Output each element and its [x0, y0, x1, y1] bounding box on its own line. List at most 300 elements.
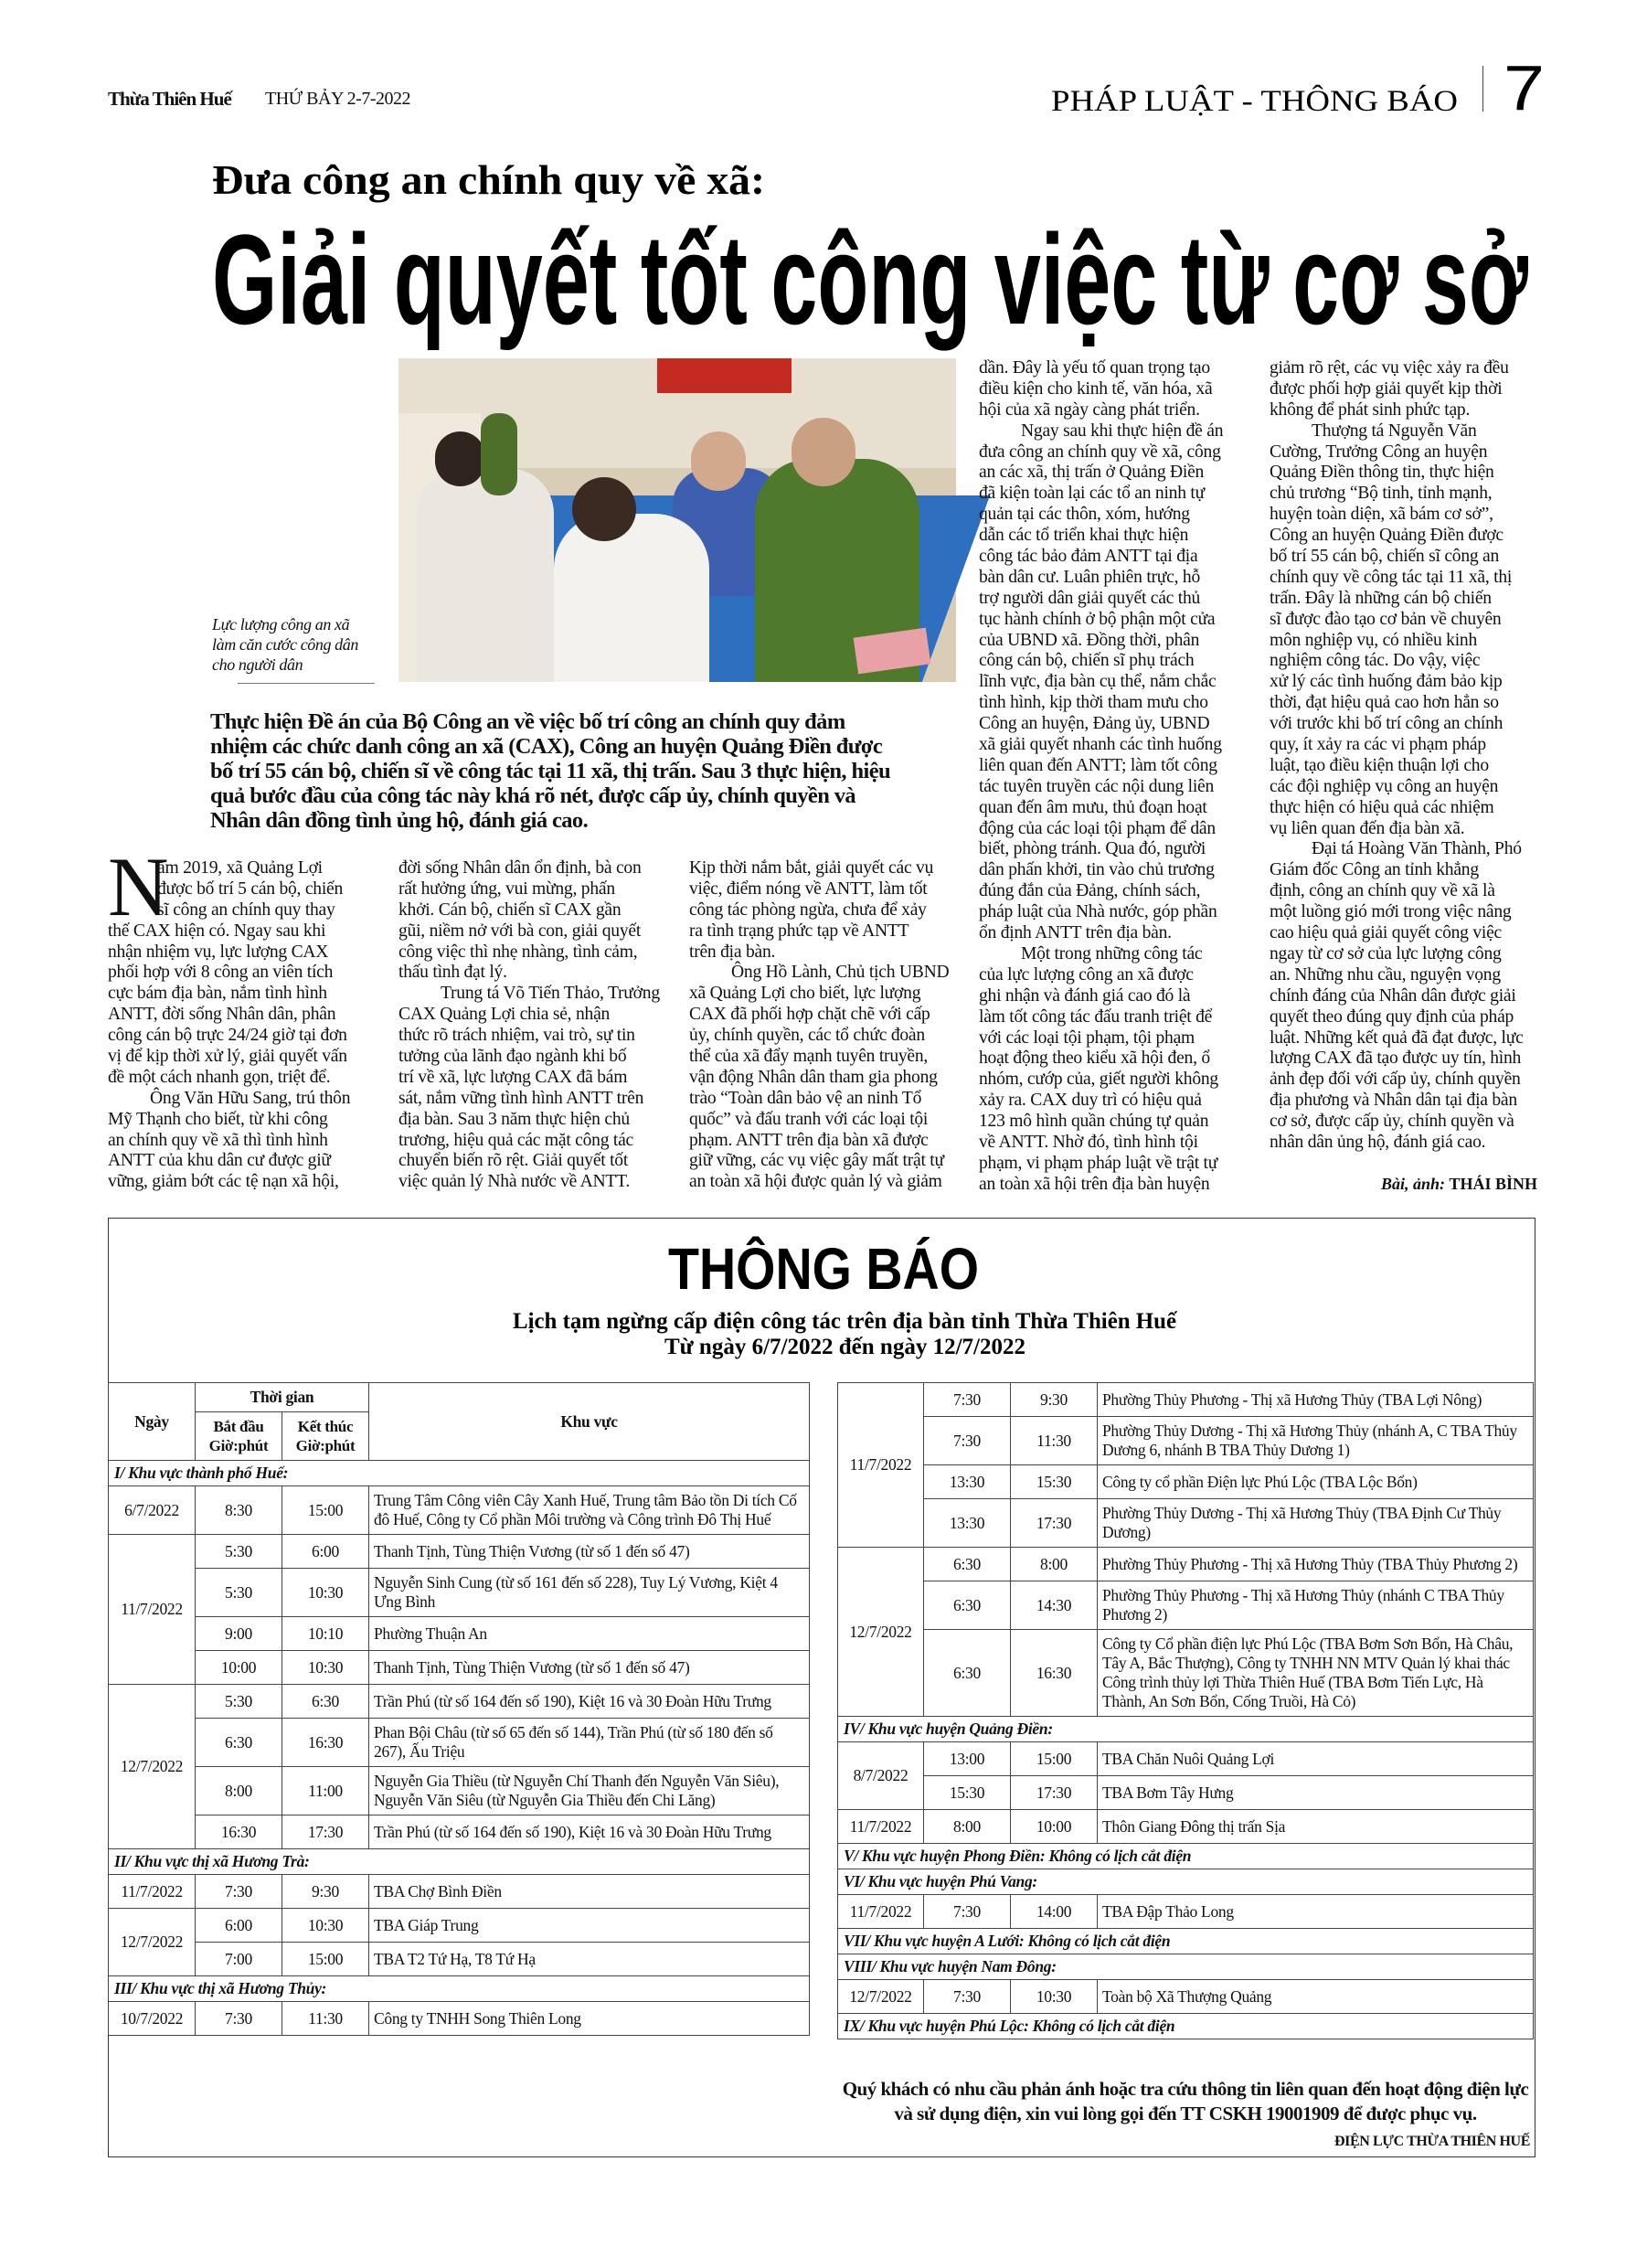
table-row: [838, 1630, 1534, 1717]
article-line: Thượng tá Nguyễn Văn: [1312, 421, 1477, 441]
article-line: quản tại các thôn, xóm, hướng: [979, 505, 1190, 525]
article-line: lượng CAX đã tạo được uy tín, hình: [1270, 1049, 1522, 1069]
article-line: điều kiện cho kinh tế, văn hóa, xã: [979, 378, 1213, 399]
start-time-cell: 5:30: [196, 1535, 282, 1569]
start-time-cell: 5:30: [196, 1569, 282, 1617]
article-line: ăm 2019, xã Quảng Lợi: [157, 858, 323, 878]
area-cell: Phường Thủy Phương - Thị xã Hương Thủy (TBA Lợi Nông): [1098, 1383, 1534, 1417]
article-line: thức rõ trách nhiệm, vai trò, sự tin: [398, 1026, 635, 1046]
article-line: chủ trương “Bộ tinh, tỉnh mạnh,: [1270, 484, 1493, 504]
region-row: [109, 1461, 810, 1486]
outage-table-left: [108, 1382, 810, 2036]
caption-line: Lực lượng công an xã: [212, 615, 350, 634]
table-row: [109, 1943, 810, 1976]
caption-divider: [238, 683, 375, 684]
article-kicker: [212, 155, 779, 206]
table-row: [838, 1810, 1534, 1844]
article-line: Công an huyện, Đảng ủy, UBND: [979, 714, 1210, 734]
article-line: ủy, chính quyền, các tổ chức đoàn: [689, 1026, 925, 1046]
start-time-cell: 6:30: [924, 1630, 1011, 1717]
start-time-cell: 7:30: [924, 1417, 1011, 1465]
table-row: [109, 1535, 810, 1569]
publication-name: Thừa Thiên Huế: [108, 88, 231, 110]
article-line: quốc” và đấu tranh với các loại tội: [689, 1109, 929, 1129]
region-row: [838, 1844, 1534, 1869]
article-line: sĩ được đào tạo cơ bản về chuyên: [1270, 609, 1502, 629]
start-time-cell: 7:30: [924, 1383, 1011, 1417]
article-line: Công an huyện Quảng Điền được: [1270, 526, 1504, 546]
article-line: Kịp thời nắm bắt, giải quyết các vụ: [689, 858, 934, 878]
table-row: [838, 1742, 1534, 1776]
area-cell: Công ty TNHH Song Thiên Long: [369, 2002, 810, 2036]
article-line: trấn. Đây là những cán bộ chiến: [1270, 588, 1492, 608]
article-line: chính đáng của Nhân dân được giải: [1270, 985, 1516, 1006]
start-time-cell: 6:00: [196, 1909, 282, 1943]
article-line: một luồng gió mới trong việc nâng: [1270, 902, 1512, 922]
article-line: xã Quảng Lợi cho biết, lực lượng: [689, 984, 921, 1004]
article-line: vận động Nhân dân tham gia phong: [689, 1067, 938, 1087]
end-time-cell: 17:30: [282, 1815, 369, 1849]
end-time-cell: 10:30: [282, 1651, 369, 1685]
article-line: trương, hiệu quả các mặt công tác: [398, 1130, 634, 1150]
article-line: ổn định ANTT trên địa bàn.: [979, 923, 1172, 943]
article-line: với các loại tội phạm, tội phạm: [979, 1028, 1195, 1048]
area-cell: TBA Bơm Tây Hưng: [1098, 1776, 1534, 1810]
region-row: [838, 1929, 1534, 1954]
end-time-cell: 10:30: [282, 1569, 369, 1617]
svg-text:THÔNG BÁO: THÔNG BÁO: [668, 1236, 1026, 1302]
article-line: ra tình trạng phức tạp về ANTT: [689, 921, 909, 941]
article-line: Ngay sau khi thực hiện đề án: [1021, 421, 1224, 441]
col-header-end: Kết thúc Giờ:phút: [282, 1412, 369, 1461]
end-time-cell: 9:30: [282, 1875, 369, 1909]
article-line: về ANTT. Nhờ đó, tình hình tội: [979, 1132, 1198, 1152]
table-row: [109, 1875, 810, 1909]
article-line: bàn dân cư. Luân phiên trực, hỗ: [979, 567, 1201, 587]
article-line: 123 mô hình quần chúng tự quản: [979, 1112, 1209, 1132]
lead-line: bố trí 55 cán bộ, chiến sĩ về công tác tại 11 xã, thị trấn. Sau 3 thực hiện, hiệu: [210, 759, 891, 783]
table-row: [109, 1909, 810, 1943]
area-cell: Phan Bội Châu (từ số 65 đến số 144), Trần Phú (từ số 180 đến số 267), Ấu Triệu: [369, 1719, 810, 1767]
article-line: huyện toàn diện, xã bám cơ sở”,: [1270, 505, 1493, 525]
article-line: xử lý các tình huống đảm bảo kịp: [1270, 672, 1503, 692]
start-time-cell: 13:00: [924, 1742, 1011, 1776]
date-cell: 8/7/2022: [838, 1742, 924, 1810]
col-header-area: Khu vực: [369, 1383, 810, 1461]
start-time-cell: 6:30: [924, 1581, 1011, 1630]
region-row: [838, 2014, 1534, 2039]
date-cell: 11/7/2022: [838, 1810, 924, 1844]
area-cell: Công ty cổ phần Điện lực Phú Lộc (TBA Lộc Bổn): [1098, 1465, 1534, 1499]
end-time-cell: 8:00: [1011, 1548, 1098, 1581]
table-row: [838, 1499, 1534, 1548]
article-line: trí về xã, lực lượng CAX đã bám: [398, 1067, 628, 1087]
section-label: [1051, 80, 1462, 117]
area-cell: Nguyễn Gia Thiều (từ Nguyễn Chí Thanh đến Nguyễn Văn Siêu), Nguyễn Văn Siêu (từ Nguyễn Gia Thiều đến Chi Lăng): [369, 1767, 810, 1815]
article-line: với trước khi bố trí công an chính: [1270, 714, 1504, 734]
table-row: [838, 1980, 1534, 2014]
article-line: nhóm, cướp của, giết người không: [979, 1070, 1218, 1090]
article-line: nhận nhiệm vụ, lực lượng CAX: [108, 942, 329, 962]
date-cell: 11/7/2022: [838, 1895, 924, 1929]
table-row: [109, 1569, 810, 1617]
article-line: liên quan đến ANTT; làm tốt công: [979, 755, 1217, 775]
region-title: VII/ Khu vực huyện A Lưới: Không có lịch cắt điện: [838, 1929, 1534, 1954]
table-row: [109, 1685, 810, 1719]
article-column-2: [398, 858, 673, 1193]
end-time-cell: 15:00: [282, 1486, 369, 1535]
article-line: công cán bộ, chiến sĩ phụ trách: [979, 651, 1195, 671]
issue-date: THỨ BẢY 2-7-2022: [265, 89, 410, 109]
header-divider: [1482, 66, 1483, 112]
region-row: [109, 1849, 810, 1875]
region-row: [838, 1954, 1534, 1980]
article-line: thời, đạt hiệu quả cao hơn hẳn so: [1270, 693, 1499, 713]
date-cell: 11/7/2022: [109, 1875, 196, 1909]
article-line: cơ sở, được cấp ủy, chính quyền và: [1270, 1112, 1514, 1132]
start-time-cell: 7:30: [924, 1980, 1011, 2014]
article-line: thế CAX hiện có. Ngay sau khi: [108, 921, 326, 941]
article-line: Ông Văn Hữu Sang, trú thôn: [150, 1088, 351, 1108]
table-row: [838, 1776, 1534, 1810]
end-time-cell: 6:00: [282, 1535, 369, 1569]
drop-cap: N: [108, 840, 169, 933]
table-row: [838, 1465, 1534, 1499]
article-line: trên địa bàn.: [689, 942, 776, 962]
article-line: đưa công an chính quy về xã, công: [979, 442, 1221, 462]
area-cell: TBA Giáp Trung: [369, 1909, 810, 1943]
area-cell: Phường Thuận An: [369, 1617, 810, 1651]
article-line: phạm. ANTT trên địa bàn xã được: [689, 1130, 929, 1150]
start-time-cell: 7:30: [196, 1875, 282, 1909]
end-time-cell: 17:30: [1011, 1776, 1098, 1810]
start-time-cell: 5:30: [196, 1685, 282, 1719]
article-line: giữ vững, các vụ việc gây mất trật tự: [689, 1151, 944, 1171]
table-row: [109, 1486, 810, 1535]
article-line: công cán bộ trực 24/24 giờ tại đơn: [108, 1026, 347, 1046]
col-header-start: Bắt đầu Giờ:phút: [196, 1412, 282, 1461]
date-cell: 12/7/2022: [109, 1685, 196, 1849]
article-line: vị để kịp thời xử lý, giải quyết vấn: [108, 1047, 347, 1067]
table-row: [838, 1548, 1534, 1581]
svg-text:7: 7: [1504, 52, 1545, 123]
article-line: nghiệm công tác. Do vậy, việc: [1270, 651, 1481, 671]
lead-line: nhiệm các chức danh công an xã (CAX), Công an huyện Quảng Điền được: [210, 734, 883, 759]
region-title: VIII/ Khu vực huyện Nam Đông:: [838, 1954, 1534, 1980]
article-line: tình hình, kịp thời tham mưu cho: [979, 693, 1208, 713]
start-time-cell: 8:00: [924, 1810, 1011, 1844]
article-line: được phối hợp giải quyết kịp thời: [1270, 378, 1503, 399]
article-line: các đội nghiệp vụ công an huyện: [1270, 776, 1499, 796]
article-line: an toàn xã hội được quản lý và giảm: [689, 1172, 942, 1192]
region-title: VI/ Khu vực huyện Phú Vang:: [838, 1869, 1534, 1895]
table-row: [838, 1895, 1534, 1929]
article-line: động của các loại tội phạm để dân: [979, 818, 1216, 838]
region-title: II/ Khu vực thị xã Hương Trà:: [109, 1849, 810, 1875]
table-row: [109, 1651, 810, 1685]
region-row: [838, 1869, 1534, 1895]
lead-line: quả bước đầu của công tác này khá rõ nét, được cấp ủy, chính quyền và: [210, 783, 856, 808]
svg-text:Đưa công an chính quy về xã:: Đưa công an chính quy về xã:: [212, 156, 766, 203]
article-line: nhân dân ủng hộ, đánh giá cao.: [1270, 1132, 1486, 1152]
article-line: được bố trí 5 cán bộ, chiến: [157, 878, 344, 899]
date-cell: 10/7/2022: [109, 2002, 196, 2036]
end-time-cell: 6:30: [282, 1685, 369, 1719]
article-line: ANTT của khu dân cư được giữ: [108, 1151, 331, 1171]
article-line: chuyển biến rõ rệt. Giải quyết tốt: [398, 1151, 629, 1171]
article-column-1: [108, 840, 368, 1193]
article-line: địa bàn. Sau 3 năm thực hiện chủ: [398, 1109, 630, 1129]
article-line: trào “Toàn dân bảo vệ an ninh Tổ: [689, 1088, 922, 1108]
table-row: [838, 1417, 1534, 1465]
article-photo: [398, 358, 956, 682]
start-time-cell: 13:30: [924, 1465, 1011, 1499]
end-time-cell: 11:00: [282, 1767, 369, 1815]
article-line: rất hưởng ứng, vui mừng, phấn: [398, 878, 615, 899]
end-time-cell: 14:30: [1011, 1581, 1098, 1630]
end-time-cell: 15:00: [282, 1943, 369, 1976]
article-line: ngay từ cơ sở của lực lượng công: [1270, 943, 1502, 964]
article-line: chính quy về công tác tại 11 xã, thị: [1270, 567, 1513, 587]
caption-line: làm căn cước công dân: [212, 635, 358, 654]
end-time-cell: 17:30: [1011, 1499, 1098, 1548]
start-time-cell: 7:30: [924, 1895, 1011, 1929]
article-line: công tác phòng ngừa, chưa để xảy: [689, 900, 927, 920]
article-line: thấu tình đạt lý.: [398, 963, 507, 983]
article-line: thể của xã đẩy mạnh tuyên truyền,: [689, 1047, 929, 1067]
article-line: Cường, Trưởng Công an huyện: [1270, 442, 1488, 462]
end-time-cell: 10:30: [1011, 1980, 1098, 2014]
notice-date-range: Từ ngày 6/7/2022 đến ngày 12/7/2022: [664, 1335, 1025, 1359]
svg-text:Giải quyết tốt công việc từ cơ: Giải quyết tốt công việc từ cơ sở: [212, 208, 1529, 351]
article-line: an. Những nhu cầu, nguyện vọng: [1270, 964, 1501, 985]
date-cell: 12/7/2022: [838, 1548, 924, 1717]
article-line: giảm rõ rệt, các vụ việc xảy ra đều: [1270, 358, 1509, 378]
article-line: CAX Quảng Lợi chia sẻ, nhận: [398, 1005, 611, 1025]
area-cell: Trần Phú (từ số 164 đến số 190), Kiệt 16 và 30 Đoàn Hữu Trưng: [369, 1685, 810, 1719]
svg-text:Lịch tạm ngừng cấp điện công t: Lịch tạm ngừng cấp điện công tác trên địa bàn tỉnh Thừa Thiên Huế: [513, 1309, 1178, 1334]
article-line: của UBND xã. Đồng thời, phân: [979, 630, 1200, 650]
area-cell: Thôn Giang Đông thị trấn Sịa: [1098, 1810, 1534, 1844]
article-line: CAX đã phối hợp chặt chẽ với cấp: [689, 1005, 930, 1025]
end-time-cell: 16:30: [1011, 1630, 1098, 1717]
article-line: việc quản lý Nhà nước về ANTT.: [398, 1172, 631, 1192]
byline-label: Bài, ảnh:: [1380, 1175, 1445, 1193]
article-line: xã giải quyết nhanh các tình huống: [979, 735, 1222, 755]
end-time-cell: 15:30: [1011, 1465, 1098, 1499]
lead-line: Nhân dân đồng tình ủng hộ, đánh giá cao.: [210, 808, 589, 833]
table-row: [109, 1719, 810, 1767]
region-row: [838, 1717, 1534, 1742]
date-cell: 12/7/2022: [109, 1909, 196, 1976]
end-time-cell: 11:30: [282, 2002, 369, 2036]
article-line: an chính quy về xã thì tình hình: [108, 1130, 328, 1150]
article-line: hoạt động theo kiểu xã hội đen, ổ: [979, 1049, 1210, 1069]
article-line: phạm, vi phạm pháp luật về trật tự: [979, 1153, 1218, 1173]
start-time-cell: 15:30: [924, 1776, 1011, 1810]
article-line: đời sống Nhân dân ổn định, bà con: [398, 858, 642, 878]
article-line: Đại tá Hoàng Văn Thành, Phó: [1312, 839, 1522, 859]
area-cell: Phường Thủy Dương - Thị xã Hương Thủy (nhánh A, C TBA Thủy Dương 6, nhánh B TBA Thủy Dương 1): [1098, 1417, 1534, 1465]
page-number: [1504, 52, 1549, 123]
article-line: hội của xã ngày càng phát triển.: [979, 399, 1200, 420]
article-line: đúng đắn của Đảng, chính sách,: [979, 881, 1201, 901]
article-line: pháp luật của Nhà nước, góp phần: [979, 902, 1217, 922]
end-time-cell: 16:30: [282, 1719, 369, 1767]
outage-table-right: [837, 1382, 1534, 2039]
article-line: bố trí 55 cán bộ, chiến sĩ công an: [1270, 547, 1500, 567]
region-title: V/ Khu vực huyện Phong Điền: Không có lịch cắt điện: [838, 1844, 1534, 1869]
article-line: ảnh đẹp đối với cấp ủy, chính quyền: [1270, 1070, 1521, 1090]
article-line: sát, nắm vững tình hình ANTT trên: [398, 1088, 644, 1108]
article-line: việc, điểm nóng về ANTT, làm tốt: [689, 878, 928, 899]
article-line: lĩnh vực, địa bàn cụ thể, nắm chắc: [979, 672, 1217, 692]
start-time-cell: 13:30: [924, 1499, 1011, 1548]
article-line: ANTT, đời sống Nhân dân, phân: [108, 1005, 336, 1025]
article-line: dần. Đây là yếu tố quan trọng tạo: [979, 358, 1210, 378]
start-time-cell: 10:00: [196, 1651, 282, 1685]
article-line: quy, ít xảy ra các vi phạm pháp: [1270, 735, 1486, 755]
article-line: đề một cách nhanh gọn, triệt để.: [108, 1067, 331, 1087]
area-cell: Phường Thủy Phương - Thị xã Hương Thủy (nhánh C TBA Thủy Phương 2): [1098, 1581, 1534, 1630]
lead-line: Thực hiện Đề án của Bộ Công an về việc bố trí công an chính quy đảm: [210, 709, 845, 734]
area-cell: Trần Phú (từ số 164 đến số 190), Kiệt 16 và 30 Đoàn Hữu Trưng: [369, 1815, 810, 1849]
date-cell: 12/7/2022: [838, 1980, 924, 2014]
article-line: công tác bảo đảm ANTT tại địa: [979, 547, 1198, 567]
article-column-5: [1270, 358, 1544, 1154]
article-line: luật. Những kết quả đã đạt được, lực: [1270, 1028, 1524, 1048]
table-row: [838, 1383, 1534, 1417]
area-cell: Phường Thủy Dương - Thị xã Hương Thủy (TBA Định Cư Thủy Dương): [1098, 1499, 1534, 1548]
article-line: vụ liên quan đến địa bàn xã.: [1270, 818, 1465, 838]
article-column-4: [979, 358, 1253, 1196]
start-time-cell: 6:30: [196, 1719, 282, 1767]
notice-subtitle: [513, 1305, 1180, 1360]
end-time-cell: 14:00: [1011, 1895, 1098, 1929]
article-line: an toàn xã hội trên địa bàn huyện: [979, 1174, 1210, 1194]
caption-line: cho người dân: [212, 655, 303, 674]
start-time-cell: 7:00: [196, 1943, 282, 1976]
region-title: IX/ Khu vực huyện Phú Lộc: Không có lịch cắt điện: [838, 2014, 1534, 2039]
area-cell: TBA Đập Thảo Long: [1098, 1895, 1534, 1929]
start-time-cell: 6:30: [924, 1548, 1011, 1581]
area-cell: TBA T2 Tứ Hạ, T8 Tứ Hạ: [369, 1943, 810, 1976]
end-time-cell: 10:30: [282, 1909, 369, 1943]
table-row: [109, 1767, 810, 1815]
article-line: Trung tá Võ Tiến Thảo, Trưởng: [441, 984, 660, 1004]
article-line: tưởng của lãnh đạo ngành khi bố: [398, 1047, 627, 1067]
article-line: quyết theo đúng quy định của pháp: [1270, 1006, 1514, 1027]
photo-caption: [212, 614, 377, 675]
article-line: địa phương và Nhân dân tại địa bàn: [1270, 1091, 1517, 1111]
article-lead: [210, 709, 969, 833]
region-title: III/ Khu vực thị xã Hương Thủy:: [109, 1976, 810, 2002]
area-cell: Thanh Tịnh, Tùng Thiện Vương (từ số 1 đến số 47): [369, 1535, 810, 1569]
notice-title: [668, 1236, 1026, 1302]
area-cell: TBA Chăn Nuôi Quảng Lợi: [1098, 1742, 1534, 1776]
svg-text:PHÁP LUẬT - THÔNG BÁO: PHÁP LUẬT - THÔNG BÁO: [1051, 85, 1417, 118]
article-line: trợ người dân giải quyết các thủ: [979, 588, 1201, 608]
article-title: [212, 207, 1537, 353]
article-line: làm tốt công tác đấu tranh triệt để: [979, 1006, 1213, 1027]
start-time-cell: 7:30: [196, 2002, 282, 2036]
area-cell: Nguyễn Sinh Cung (từ số 161 đến số 228), Tuy Lý Vương, Kiệt 4 Ưng Bình: [369, 1569, 810, 1617]
start-time-cell: 9:00: [196, 1617, 282, 1651]
article-line: quan đến âm mưu, thủ đoạn hoạt: [979, 797, 1207, 817]
article-line: không để phát sinh phức tạp.: [1270, 399, 1471, 420]
article-line: gũi, niềm nở với bà con, giải quyết: [398, 921, 642, 941]
start-time-cell: 8:00: [196, 1767, 282, 1815]
area-cell: Phường Thủy Phương - Thị xã Hương Thủy (TBA Thủy Phương 2): [1098, 1548, 1534, 1581]
article-column-3: [689, 858, 963, 1193]
region-row: [109, 1976, 810, 2002]
article-line: vững, giảm bớt các tệ nạn xã hội,: [108, 1172, 339, 1192]
start-time-cell: 16:30: [196, 1815, 282, 1849]
date-cell: 11/7/2022: [109, 1535, 196, 1685]
article-line: Mỹ Thạnh cho biết, từ khi công: [108, 1109, 328, 1129]
article-line: Một trong những công tác: [1021, 943, 1203, 964]
area-cell: Thanh Tịnh, Tùng Thiện Vương (từ số 1 đến số 47): [369, 1651, 810, 1685]
article-line: dẫn các tổ triển khai thực hiện: [979, 526, 1189, 546]
article-line: an các xã, thị trấn ở Quảng Điền: [979, 463, 1205, 483]
article-line: đã kiện toàn lại các tổ an ninh tự: [979, 484, 1205, 504]
end-time-cell: 11:30: [1011, 1417, 1098, 1465]
col-header-date: Ngày: [109, 1383, 196, 1461]
table-row: [109, 1617, 810, 1651]
date-cell: 11/7/2022: [838, 1383, 924, 1548]
end-time-cell: 15:00: [1011, 1742, 1098, 1776]
region-title: IV/ Khu vực huyện Quảng Điền:: [838, 1717, 1534, 1742]
table-row: [838, 1581, 1534, 1630]
byline-author: THÁI BÌNH: [1449, 1175, 1537, 1193]
article-line: cao hiệu quả giải quyết công việc: [1270, 923, 1502, 943]
article-line: sĩ công an chính quy thay: [157, 900, 335, 920]
end-time-cell: 9:30: [1011, 1383, 1098, 1417]
article-line: luật, tạo điều kiện thuận lợi cho: [1270, 755, 1489, 775]
end-time-cell: 10:10: [282, 1617, 369, 1651]
article-line: Ông Hồ Lành, Chủ tịch UBND: [731, 963, 950, 983]
article-line: ghi nhận và đánh giá cao đó là: [979, 985, 1191, 1006]
article-line: phối hợp với 8 công an viên tích: [108, 963, 334, 983]
article-line: định, công an chính quy về xã là: [1270, 881, 1495, 901]
area-cell: Trung Tâm Công viên Cây Xanh Huế, Trung tâm Bảo tồn Di tích Cố đô Huế, Công ty Cổ phần Môi trường và Công trình Đô Thị Huế: [369, 1486, 810, 1535]
area-cell: TBA Chợ Bình Điền: [369, 1875, 810, 1909]
article-line: của lực lượng công an xã được: [979, 964, 1194, 985]
end-time-cell: 10:00: [1011, 1810, 1098, 1844]
table-row: [109, 1815, 810, 1849]
article-line: thực hiện có hiệu quả các nhiệm: [1270, 797, 1494, 817]
byline: [1381, 1175, 1537, 1194]
article-line: xảy ra. CAX duy trì có hiệu quả: [979, 1091, 1202, 1111]
area-cell: Toàn bộ Xã Thượng Quảng: [1098, 1980, 1534, 2014]
article-line: tục hành chính ở bộ phận một cửa: [979, 609, 1216, 629]
article-line: tác tuyên truyền các nội dung liên: [979, 776, 1215, 796]
region-title: I/ Khu vực thành phố Huế:: [109, 1461, 810, 1486]
article-line: cực bám địa bàn, nắm tình hình: [108, 984, 327, 1004]
notice-signature: ĐIỆN LỰC THỪA THIÊN HUẾ: [1334, 2134, 1530, 2149]
article-line: biết, phòng tránh. Qua đó, người: [979, 839, 1206, 859]
article-line: môn nghiệp vụ, có nhiều kinh: [1270, 630, 1478, 650]
area-cell: Công ty Cổ phần điện lực Phú Lộc (TBA Bơm Sơn Bổn, Hà Châu, Tây A, Bắc Thượng), Công ty TNHH NN MTV Quản lý khai thác Công trình thủy lợi Thừa Thiên Huế (TBA Bơm Tiến Lực, Hà Thành, An Sơn Bổn, Cống Truồi, Hà Cỏ): [1098, 1630, 1534, 1717]
article-line: Giám đốc Công an tỉnh khẳng: [1270, 860, 1479, 880]
article-line: khởi. Cán bộ, chiến sĩ CAX gần: [398, 900, 622, 920]
date-cell: 6/7/2022: [109, 1486, 196, 1535]
table-row: [109, 2002, 810, 2036]
article-line: dân phấn khởi, tin vào chủ trương: [979, 860, 1215, 880]
col-header-time: Thời gian: [196, 1383, 369, 1412]
start-time-cell: 8:30: [196, 1486, 282, 1535]
article-line: công việc thì nhẹ nhàng, tình cảm,: [398, 942, 638, 962]
